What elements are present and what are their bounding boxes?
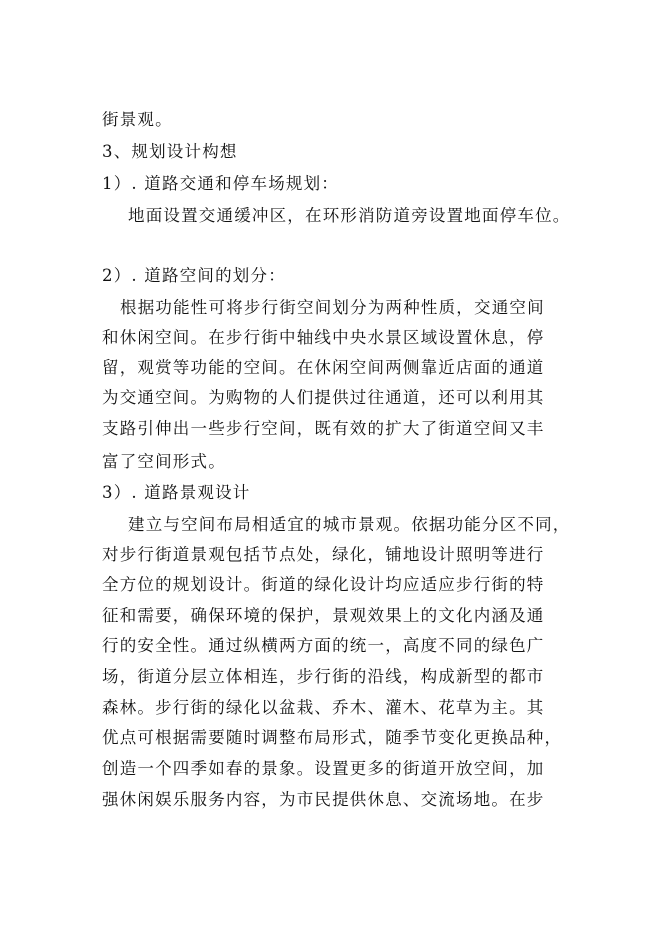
text-line: 对步行街道景观包括节点处，绿化，铺地设计照明等进行 <box>102 545 545 564</box>
text-line: 支路引伸出一些步行空间，既有效的扩大了街道空间又丰 <box>102 419 545 438</box>
text-line: 征和需要，确保环境的保护，景观效果上的文化内涵及通 <box>102 606 545 625</box>
text-line: 场，街道分层立体相连，步行街的沿线，构成新型的都市 <box>102 667 545 686</box>
subsection-heading: 1）. 道路交通和停车场规划： <box>102 174 339 193</box>
text-line: 根据功能性可将步行街空间划分为两种性质，交通空间 <box>120 298 545 317</box>
text-line: 优点可根据需要随时调整布局形式，随季节变化更换品种， <box>102 728 563 747</box>
text-line: 和休闲空间。在步行街中轴线中央水景区域设置休息，停 <box>102 328 545 347</box>
text-line: 强休闲娱乐服务内容，为市民提供休息、交流场地。在步 <box>102 790 545 809</box>
text-line: 为交通空间。为购物的人们提供过往通道，还可以利用其 <box>102 388 545 407</box>
text-line: 街景观。 <box>102 110 173 129</box>
text-line: 建立与空间布局相适宜的城市景观。依据功能分区不同， <box>128 515 571 534</box>
subsection-heading: 3）. 道路景观设计 <box>102 483 251 502</box>
text-line: 留，观赏等功能的空间。在休闲空间两侧靠近店面的通道 <box>102 358 545 377</box>
text-line: 地面设置交通缓冲区，在环形消防道旁设置地面停车位。 <box>128 206 571 225</box>
text-line: 森林。步行街的绿化以盆栽、乔木、灌木、花草为主。其 <box>102 698 545 717</box>
text-line: 全方位的规划设计。街道的绿化设计均应适应步行街的特 <box>102 575 545 594</box>
text-line: 富了空间形式。 <box>102 452 226 471</box>
subsection-heading: 2）. 道路空间的划分： <box>102 266 286 285</box>
text-line: 行的安全性。通过纵横两方面的统一，高度不同的绿色广 <box>102 636 545 655</box>
text-line: 创造一个四季如春的景象。设置更多的街道开放空间，加 <box>102 759 545 778</box>
section-heading: 3、规划设计构想 <box>102 142 238 161</box>
